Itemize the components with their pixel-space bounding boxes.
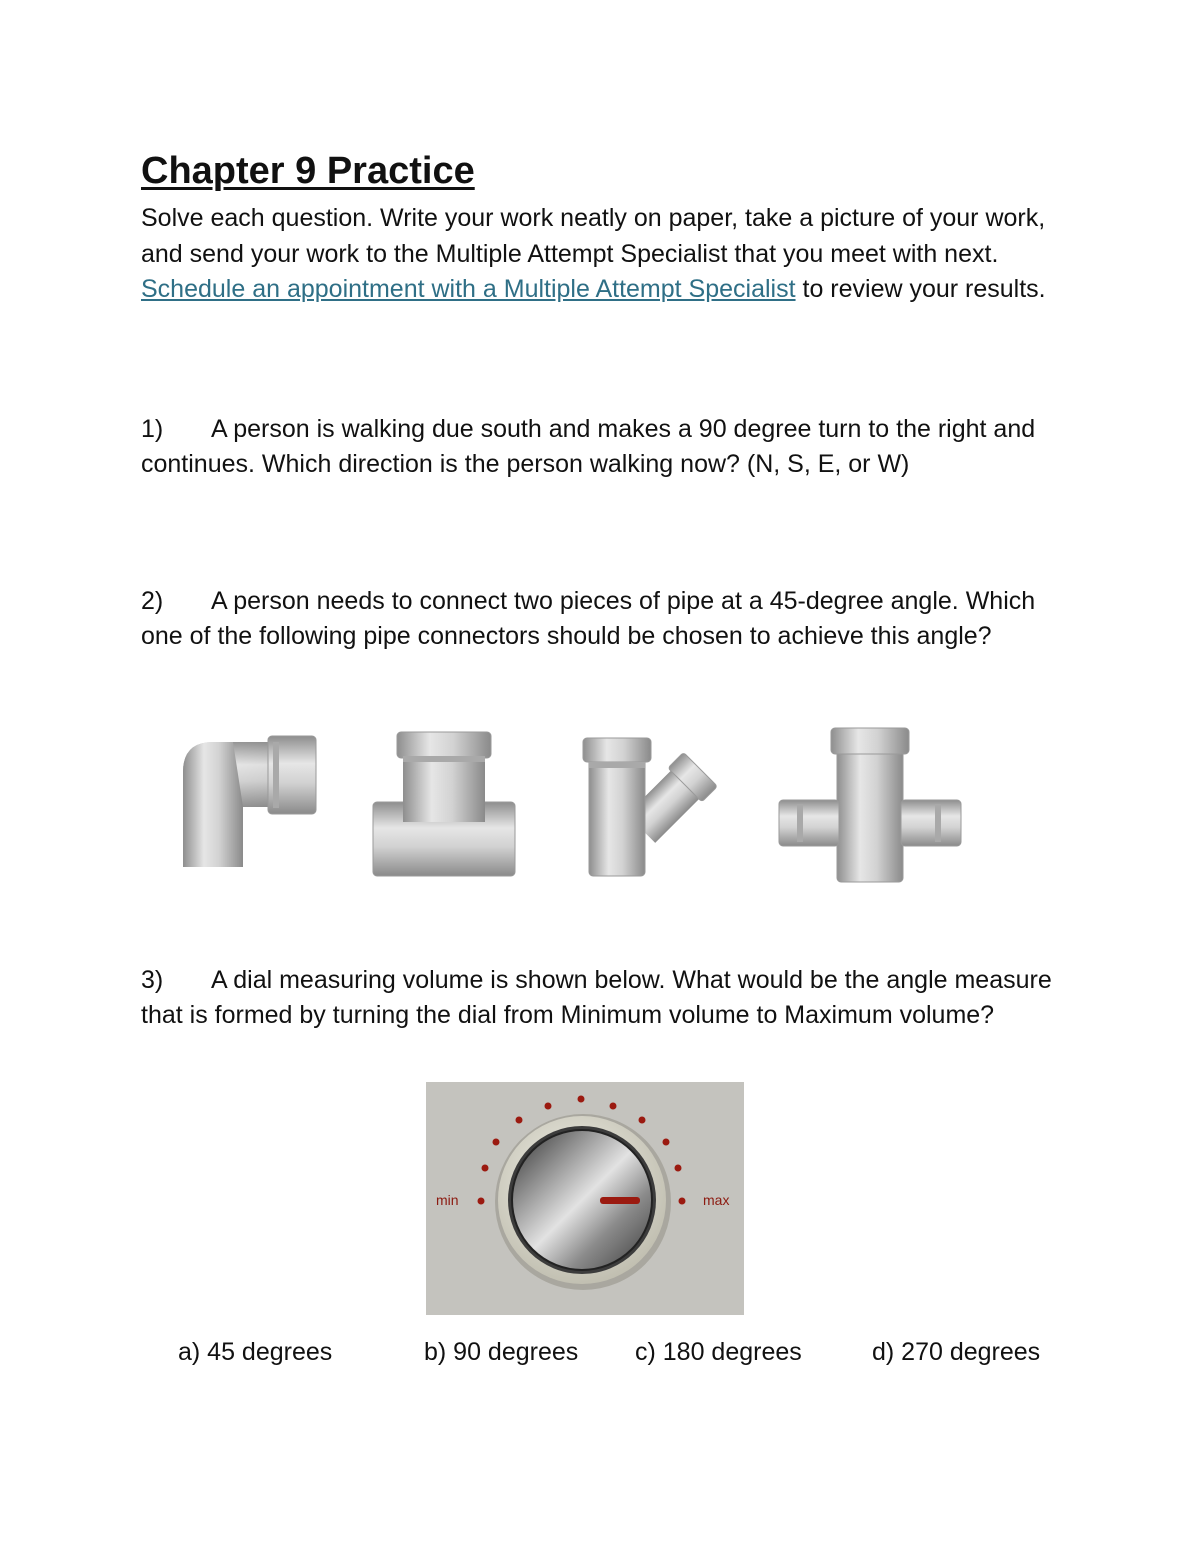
question-text: A person is walking due south and makes a 90 degree turn to the right and continues. Which direction is the person walking now? (N, S, E, or W) bbox=[141, 415, 1036, 478]
wye-45-connector bbox=[575, 722, 725, 882]
question-number: 3) bbox=[141, 966, 164, 994]
dial-max-label: max bbox=[703, 1192, 730, 1208]
volume-dial-figure bbox=[426, 1082, 744, 1315]
page-title: Chapter 9 Practice bbox=[141, 150, 475, 192]
question-number: 2) bbox=[141, 587, 164, 615]
choice-a[interactable]: a) 45 degrees bbox=[178, 1338, 333, 1366]
schedule-appointment-link[interactable]: Schedule an appointment with a Multiple Attempt Specialist bbox=[141, 275, 796, 303]
dial-min-label: min bbox=[436, 1192, 459, 1208]
cross-connector bbox=[775, 722, 965, 887]
question-number: 1) bbox=[141, 415, 164, 443]
choice-d[interactable]: d) 270 degrees bbox=[872, 1338, 1041, 1366]
intro-text-after-link: to review your results. bbox=[795, 275, 1046, 303]
pipe-connectors-figure bbox=[165, 722, 975, 892]
question-text: A person needs to connect two pieces of pipe at a 45-degree angle. Which one of the following pipe connectors should be chosen to achieve this angle? bbox=[141, 587, 1036, 650]
dial-indicator bbox=[600, 1197, 640, 1204]
question-1 bbox=[141, 412, 1061, 482]
intro-paragraph bbox=[141, 201, 1071, 308]
choice-b[interactable]: b) 90 degrees bbox=[424, 1338, 579, 1366]
choice-c[interactable]: c) 180 degrees bbox=[635, 1338, 802, 1366]
question-text: A dial measuring volume is shown below. What would be the angle measure that is formed by turning the dial from Minimum volume to Maximum volume? bbox=[141, 966, 1052, 1029]
question-3 bbox=[141, 963, 1061, 1033]
question-2 bbox=[141, 584, 1061, 654]
tee-connector bbox=[369, 722, 519, 882]
elbow-90-connector bbox=[173, 722, 323, 872]
intro-text-before-link: Solve each question. Write your work neatly on paper, take a picture of your work, and send your work to the Multiple Attempt Specialist that you meet with next. bbox=[141, 204, 1046, 268]
